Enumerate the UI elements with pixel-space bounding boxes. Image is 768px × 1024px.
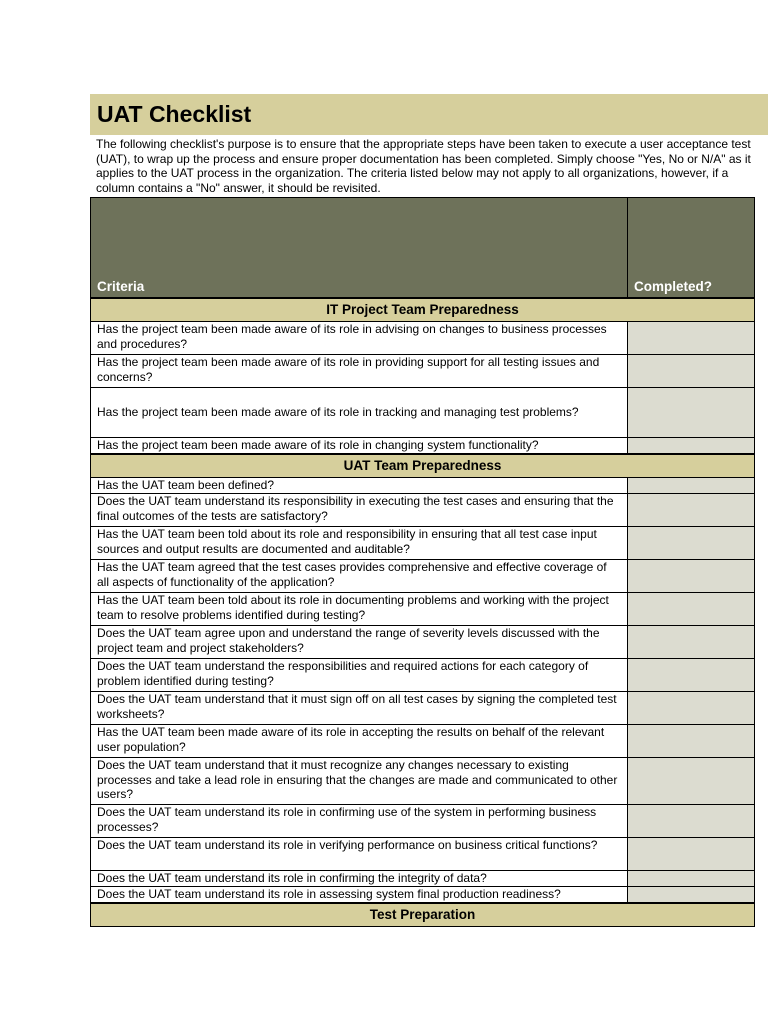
completed-cell[interactable] — [628, 887, 755, 904]
table-row — [91, 322, 755, 355]
criteria-cell: Has the UAT team been defined? — [91, 478, 628, 494]
completed-cell[interactable] — [628, 659, 755, 692]
criteria-cell: Has the UAT team been told about its role and responsibility in ensuring that all test case input sources and output results are documented and auditable? — [91, 527, 628, 560]
table-row — [91, 527, 755, 560]
completed-cell[interactable] — [628, 388, 755, 438]
table-row — [91, 494, 755, 527]
criteria-cell: Has the UAT team been told about its role in documenting problems and working with the project team to resolve problems identified during testing? — [91, 593, 628, 626]
criteria-header: Criteria — [91, 198, 628, 299]
criteria-cell: Does the UAT team understand the responsibilities and required actions for each category of problem identified during testing? — [91, 659, 628, 692]
criteria-cell: Has the project team been made aware of its role in providing support for all testing issues and concerns? — [91, 355, 628, 388]
title-bar — [90, 94, 768, 135]
completed-cell[interactable] — [628, 805, 755, 838]
section-header-row — [91, 298, 755, 322]
table-row — [91, 593, 755, 626]
completed-cell[interactable] — [628, 871, 755, 887]
table-row — [91, 355, 755, 388]
criteria-cell: Has the UAT team been made aware of its role in accepting the results on behalf of the relevant user population? — [91, 725, 628, 758]
table-row — [91, 758, 755, 805]
criteria-cell: Has the project team been made aware of its role in advising on changes to business processes and procedures? — [91, 322, 628, 355]
completed-cell[interactable] — [628, 838, 755, 871]
table-row — [91, 659, 755, 692]
criteria-cell: Does the UAT team understand that it must sign off on all test cases by signing the completed test worksheets? — [91, 692, 628, 725]
criteria-cell: Has the project team been made aware of its role in tracking and managing test problems? — [91, 388, 628, 438]
completed-cell[interactable] — [628, 593, 755, 626]
table-row — [91, 692, 755, 725]
table-row — [91, 478, 755, 494]
table-row — [91, 838, 755, 871]
criteria-cell: Has the project team been made aware of its role in changing system functionality? — [91, 438, 628, 455]
completed-cell[interactable] — [628, 692, 755, 725]
table-row — [91, 560, 755, 593]
criteria-cell: Does the UAT team understand that it must recognize any changes necessary to existing processes and take a lead role in ensuring that the changes are made and communicated to other users? — [91, 758, 628, 805]
table-row — [91, 388, 755, 438]
criteria-cell: Does the UAT team understand its role in assessing system final production readiness? — [91, 887, 628, 904]
page-title: UAT Checklist — [97, 101, 252, 127]
completed-cell[interactable] — [628, 478, 755, 494]
completed-cell[interactable] — [628, 560, 755, 593]
table-row — [91, 887, 755, 904]
table-row — [91, 438, 755, 455]
table-row — [91, 871, 755, 887]
criteria-cell: Does the UAT team understand its responsibility in executing the test cases and ensuring that the final outcomes of the tests are satisfactory? — [91, 494, 628, 527]
section-header-row — [91, 454, 755, 478]
table-row — [91, 805, 755, 838]
table-row — [91, 626, 755, 659]
criteria-cell: Has the UAT team agreed that the test cases provides comprehensive and effective coverage of all aspects of functionality of the application? — [91, 560, 628, 593]
completed-cell[interactable] — [628, 626, 755, 659]
completed-cell[interactable] — [628, 758, 755, 805]
section-header-row — [91, 903, 755, 927]
completed-cell[interactable] — [628, 725, 755, 758]
completed-cell[interactable] — [628, 322, 755, 355]
completed-cell[interactable] — [628, 438, 755, 455]
section-title-uat-team: UAT Team Preparedness — [91, 454, 755, 478]
table-row — [91, 725, 755, 758]
criteria-cell: Does the UAT team agree upon and understand the range of severity levels discussed with the project team and project stakeholders? — [91, 626, 628, 659]
checklist-table — [90, 197, 755, 927]
criteria-cell: Does the UAT team understand its role in confirming use of the system in performing business processes? — [91, 805, 628, 838]
section-title-it-project-team: IT Project Team Preparedness — [91, 298, 755, 322]
section-title-test-preparation: Test Preparation — [91, 903, 755, 927]
table-header-row — [91, 198, 755, 299]
criteria-cell: Does the UAT team understand its role in confirming the integrity of data? — [91, 871, 628, 887]
completed-cell[interactable] — [628, 527, 755, 560]
completed-header: Completed? — [628, 198, 755, 299]
completed-cell[interactable] — [628, 355, 755, 388]
criteria-cell: Does the UAT team understand its role in verifying performance on business critical functions? — [91, 838, 628, 871]
completed-cell[interactable] — [628, 494, 755, 527]
intro-paragraph: The following checklist's purpose is to ensure that the appropriate steps have been taken to execute a user acceptance test (UAT), to wrap up the process and ensure proper documentation has been completed. Simply choose "Yes, No or N/A" as it applies to the UAT process in the organization. The criteria listed below may not apply to all organizations, however, if a column contains a "No" answer, it should be revisited. — [96, 137, 751, 195]
